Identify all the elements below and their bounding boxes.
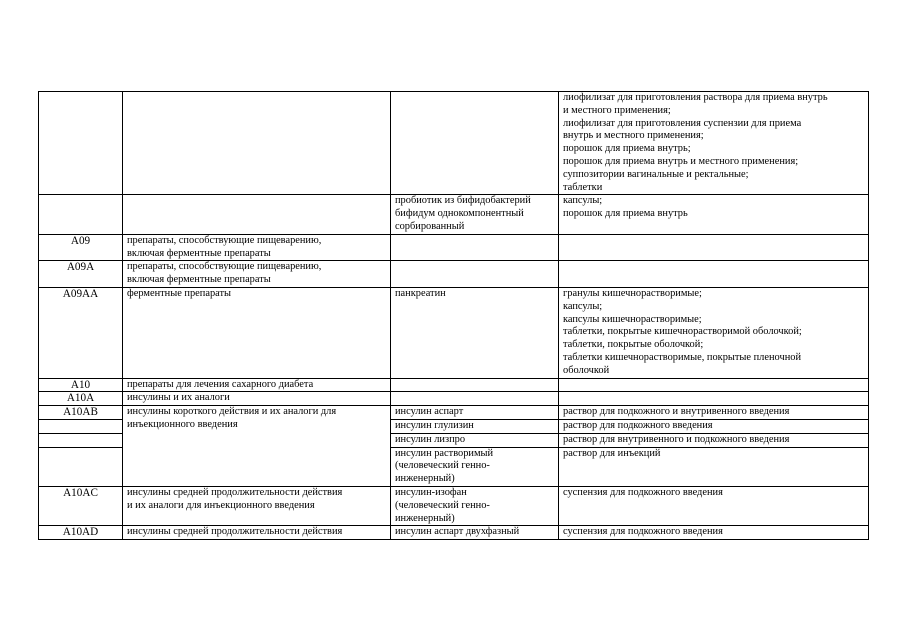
atc-description: инсулины средней продолжительности действия и их аналоги для инъекционного введения <box>123 486 391 525</box>
atc-description: препараты, способствующие пищеварению, включая ферментные препараты <box>123 261 391 288</box>
drug-name: инсулин аспарт двухфазный <box>391 526 559 540</box>
dosage-forms: лиофилизат для приготовления раствора для приема внутрь и местного применения; лиофилизат для приготовления суспензии для приема внутрь и местного применения; порошок для приема внутрь; порошок для приема внутрь и местного применения; суппозитории вагинальные и ректальные; таблетки <box>559 92 869 195</box>
dosage-forms: суспензия для подкожного введения <box>559 486 869 525</box>
atc-description <box>123 195 391 234</box>
dosage-forms: гранулы кишечнорастворимые; капсулы; капсулы кишечнорастворимые; таблетки, покрытые кишечнорастворимой оболочкой; таблетки, покрытые оболочкой; таблетки кишечнорастворимые, покрытые пленочной оболочкой <box>559 287 869 378</box>
table-row <box>39 195 869 234</box>
table-row <box>39 406 869 420</box>
dosage-forms: раствор для внутривенного и подкожного введения <box>559 433 869 447</box>
table-row <box>39 261 869 288</box>
dosage-forms: раствор для подкожного введения <box>559 419 869 433</box>
drug-name <box>391 234 559 261</box>
table-row <box>39 392 869 406</box>
atc-code-empty <box>39 447 123 486</box>
atc-description: препараты, способствующие пищеварению, включая ферментные препараты <box>123 234 391 261</box>
table-row <box>39 378 869 392</box>
drug-name: инсулин растворимый (человеческий генно- инженерный) <box>391 447 559 486</box>
table-row <box>39 526 869 540</box>
dosage-forms: суспензия для подкожного введения <box>559 526 869 540</box>
atc-code <box>39 195 123 234</box>
atc-code <box>39 92 123 195</box>
drug-name: инсулин-изофан (человеческий генно- инженерный) <box>391 486 559 525</box>
drug-name: пробиотик из бифидобактерий бифидум однокомпонентный сорбированный <box>391 195 559 234</box>
drug-name: инсулин аспарт <box>391 406 559 420</box>
drug-name: инсулин глулизин <box>391 419 559 433</box>
drug-list-table <box>38 91 869 540</box>
atc-description <box>123 92 391 195</box>
atc-description: препараты для лечения сахарного диабета <box>123 378 391 392</box>
atc-code: A10 <box>39 378 123 392</box>
drug-name: панкреатин <box>391 287 559 378</box>
atc-description: ферментные препараты <box>123 287 391 378</box>
atc-code: A10AC <box>39 486 123 525</box>
drug-name <box>391 378 559 392</box>
dosage-forms: раствор для подкожного и внутривенного введения <box>559 406 869 420</box>
table-row <box>39 234 869 261</box>
atc-code: A09 <box>39 234 123 261</box>
atc-code: A10AD <box>39 526 123 540</box>
dosage-forms <box>559 261 869 288</box>
dosage-forms: капсулы; порошок для приема внутрь <box>559 195 869 234</box>
dosage-forms <box>559 378 869 392</box>
dosage-forms: раствор для инъекций <box>559 447 869 486</box>
drug-name <box>391 261 559 288</box>
atc-description: инсулины и их аналоги <box>123 392 391 406</box>
atc-code: A10A <box>39 392 123 406</box>
dosage-forms <box>559 392 869 406</box>
table-row <box>39 486 869 525</box>
drug-name <box>391 92 559 195</box>
atc-code: A09AA <box>39 287 123 378</box>
dosage-forms <box>559 234 869 261</box>
table-row <box>39 92 869 195</box>
atc-code: A09A <box>39 261 123 288</box>
atc-code-empty <box>39 419 123 433</box>
atc-code-empty <box>39 433 123 447</box>
atc-code: A10AB <box>39 406 123 420</box>
drug-name: инсулин лизпро <box>391 433 559 447</box>
table-row <box>39 287 869 378</box>
atc-description: инсулины короткого действия и их аналоги для инъекционного введения <box>123 406 391 487</box>
atc-description: инсулины средней продолжительности действия <box>123 526 391 540</box>
drug-name <box>391 392 559 406</box>
